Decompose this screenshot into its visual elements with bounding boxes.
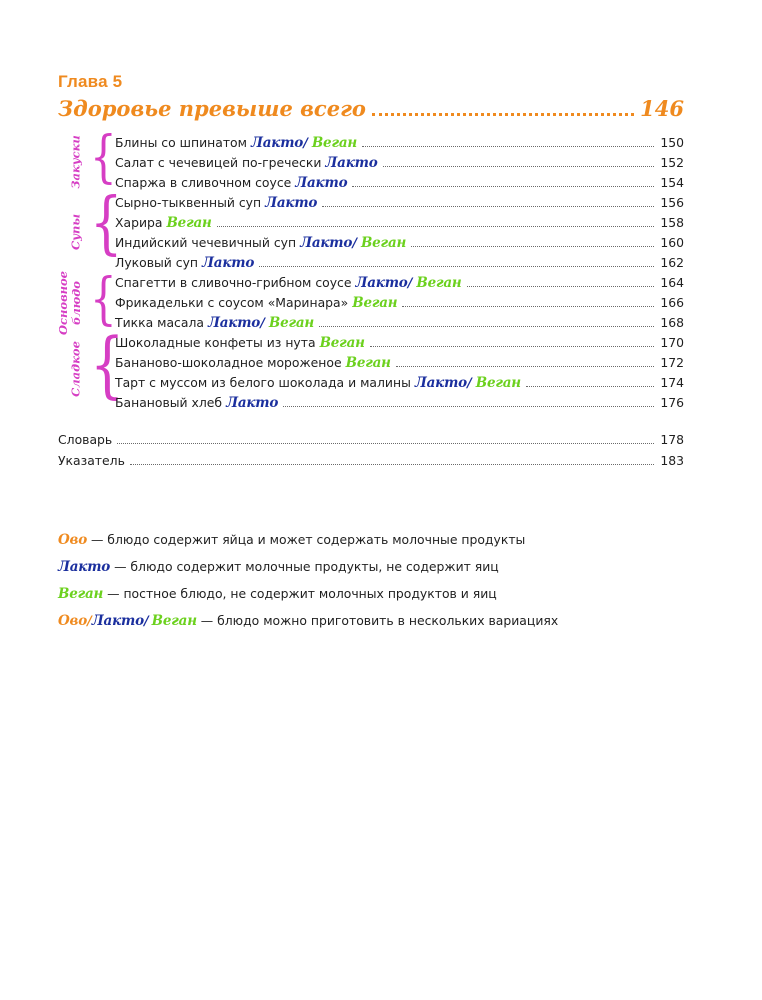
entry-title: Спагетти в сливочно-грибном соусе (115, 275, 352, 290)
legend-text: — блюдо содержит яйца и может содержать молочные продукты (87, 532, 526, 547)
dot-leader (217, 226, 655, 227)
entry-page: 174 (660, 375, 684, 390)
vegan-tag: Веган (166, 215, 212, 231)
entry-title: Салат с чечевицей по-гречески (115, 155, 322, 170)
ovo-tag: Ово (58, 613, 88, 629)
vegan-tag: Веган (345, 355, 391, 371)
entry-page: 160 (660, 235, 684, 250)
dot-leader (467, 286, 655, 287)
lacto-tag: Лакто (295, 175, 348, 191)
entry-title: Сырно-тыквенный суп (115, 195, 262, 210)
toc-entry[interactable] (115, 195, 684, 214)
toc-entry[interactable] (115, 355, 684, 374)
entry-page: 150 (660, 135, 684, 150)
section-brace-main: { (90, 267, 117, 332)
dot-leader (319, 326, 654, 327)
entry-page: 164 (660, 275, 684, 290)
section-label-main: Основное блюдо (56, 271, 83, 335)
lacto-tag: Лакто (300, 235, 353, 251)
entry-page: 152 (660, 155, 684, 170)
tag-separator: / (407, 276, 413, 291)
section-brace-snacks: { (90, 125, 117, 190)
chapter-label: Глава 5 (58, 72, 123, 91)
toc-entry[interactable] (115, 215, 684, 234)
legend-vegan (58, 586, 497, 602)
dot-leader (322, 206, 654, 207)
dot-leader (372, 113, 634, 116)
toc-entry[interactable] (115, 235, 684, 254)
toc-entry[interactable] (115, 315, 684, 334)
lacto-tag: Лакто (414, 375, 467, 391)
entry-page: 183 (660, 453, 684, 468)
toc-entry[interactable] (115, 135, 684, 154)
lacto-tag: Лакто (207, 315, 261, 331)
entry-title: Тикка масала (115, 315, 204, 330)
entry-page: 156 (660, 195, 684, 210)
lacto-tag: Лакто (91, 613, 144, 629)
vegan-tag: Веган (311, 135, 358, 151)
toc-entry[interactable] (115, 275, 684, 294)
vegan-tag: Веган (352, 295, 398, 311)
dot-leader (396, 366, 655, 367)
entry-title: Шоколадные конфеты из нута (115, 335, 316, 350)
vegan-tag: Веган (416, 275, 462, 291)
legend-text: — блюдо содержит молочные продукты, не содержит яиц (110, 559, 499, 574)
entry-title: Фрикадельки с соусом «Маринара» (115, 295, 349, 310)
entry-title: Спаржа в сливочном соусе (115, 175, 292, 190)
toc-entry[interactable] (115, 395, 684, 414)
ovo-tag: Ово (58, 532, 88, 548)
entry-page: 176 (660, 395, 684, 410)
dot-leader (526, 386, 654, 387)
entry-title: Тарт с муссом из белого шоколада и малины (115, 375, 411, 390)
tag-separator: / (143, 614, 149, 629)
toc-appendix-entry[interactable] (58, 453, 684, 472)
vegan-tag: Веган (319, 335, 365, 351)
lacto-tag: Лакто (202, 255, 255, 271)
entry-page: 170 (660, 335, 684, 350)
tag-separator: / (303, 136, 308, 151)
legend-text: — блюдо можно приготовить в нескольких вариациях (196, 613, 559, 628)
toc-entry[interactable] (115, 335, 684, 354)
dot-leader (402, 306, 654, 307)
legend-ovo (58, 532, 525, 548)
section-brace-sweet: { (90, 322, 125, 406)
section-label-snacks: Закуски (68, 135, 83, 189)
entry-page: 172 (660, 355, 684, 370)
entry-page: 158 (660, 215, 684, 230)
chapter-title: Здоровье превыше всего (58, 96, 366, 121)
entry-title: Индийский чечевичный суп (115, 235, 297, 250)
vegan-tag: Веган (268, 315, 315, 331)
lacto-tag: Лакто (325, 155, 378, 171)
entry-title: Бананово-шоколадное мороженое (115, 355, 342, 370)
lacto-tag: Лакто (265, 195, 318, 211)
legend-text: — постное блюдо, не содержит молочных продуктов и яиц (103, 586, 497, 601)
vegan-tag: Веган (475, 375, 521, 391)
dot-leader (259, 266, 654, 267)
entry-title: Луковый суп (115, 255, 199, 270)
toc-appendix-entry[interactable] (58, 432, 684, 451)
entry-page: 162 (660, 255, 684, 270)
lacto-tag: Лакто (226, 395, 279, 411)
dot-leader (362, 146, 654, 147)
chapter-page: 146 (640, 96, 684, 121)
entry-title: Харира (115, 215, 163, 230)
dot-leader (117, 443, 654, 444)
entry-page: 154 (660, 175, 684, 190)
toc-entry[interactable] (115, 255, 684, 274)
entry-page: 168 (660, 315, 684, 330)
lacto-tag: Лакто (355, 275, 408, 291)
tag-separator: / (87, 614, 92, 629)
toc-entry[interactable] (115, 295, 684, 314)
section-brace-soups: { (90, 184, 123, 263)
dot-leader (370, 346, 655, 347)
entry-page: 178 (660, 432, 684, 447)
dot-leader (352, 186, 654, 187)
dot-leader (383, 166, 655, 167)
dot-leader (411, 246, 654, 247)
lacto-tag: Лакто (58, 559, 111, 575)
entry-title: Блины со шпинатом (115, 135, 247, 150)
entry-page: 166 (660, 295, 684, 310)
lacto-tag: Лакто (250, 135, 304, 151)
tag-separator: / (352, 236, 357, 251)
legend-lacto (58, 559, 499, 575)
vegan-tag: Веган (360, 235, 407, 251)
tag-separator: / (260, 316, 265, 331)
legend-all (58, 613, 558, 629)
toc-entry[interactable] (115, 155, 684, 174)
entry-title: Указатель (58, 453, 125, 468)
dot-leader (283, 406, 654, 407)
entry-title: Банановый хлеб (115, 395, 223, 410)
chapter-title-row (58, 96, 684, 126)
entry-title: Словарь (58, 432, 113, 447)
vegan-tag: Веган (151, 613, 197, 629)
dot-leader (130, 464, 654, 465)
tag-separator: / (467, 376, 472, 391)
section-label-soups: Супы (68, 213, 83, 251)
toc-entry[interactable] (115, 375, 684, 394)
vegan-tag: Веган (58, 586, 104, 602)
section-label-sweet: Сладкое (68, 341, 83, 397)
toc-entry[interactable] (115, 175, 684, 194)
